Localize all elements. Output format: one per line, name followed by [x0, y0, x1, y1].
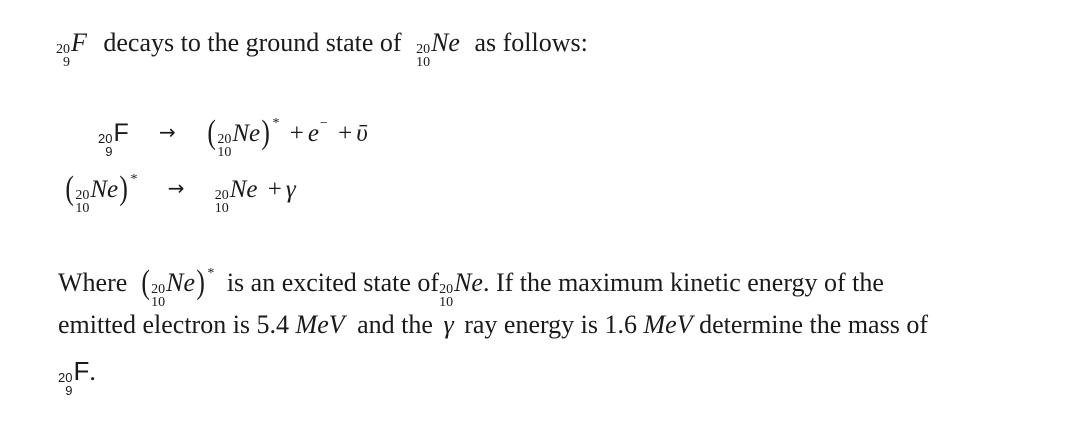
reaction-arrow: →	[167, 176, 185, 200]
paragraph-line-2	[58, 312, 928, 338]
line2-mid: and the	[357, 310, 433, 339]
mass-number: 20	[217, 132, 232, 147]
mass-number: 20	[151, 282, 166, 297]
atomic-number: 9	[65, 383, 73, 398]
open-paren: (	[141, 264, 150, 301]
mass-number: 20	[75, 188, 90, 203]
element-symbol: Ne	[232, 120, 261, 147]
where-word: Where	[58, 268, 128, 297]
electron-charge: −	[319, 116, 328, 131]
unit-mev: MeV	[295, 310, 345, 339]
nuclide-ne20	[214, 176, 258, 216]
mass-number: 20	[214, 188, 229, 203]
nuclide-f20	[56, 28, 87, 70]
paragraph-line-3	[58, 356, 96, 398]
line2-end-b: determine the mass of	[699, 310, 928, 339]
intro-text-end: as follows:	[474, 28, 588, 57]
element-symbol: Ne	[166, 268, 195, 297]
close-paren: )	[261, 114, 271, 151]
nuclide-f20	[58, 356, 90, 398]
element-symbol: F	[73, 356, 90, 386]
nuclide-ne20	[439, 268, 483, 310]
atomic-number: 9	[63, 55, 70, 70]
unit-mev: MeV	[643, 310, 693, 339]
mass-number: 20	[58, 370, 73, 385]
close-paren: )	[196, 264, 205, 301]
element-symbol: Ne	[431, 28, 460, 57]
excited-mark: *	[130, 172, 138, 187]
atomic-number: 10	[217, 145, 232, 160]
electron-symbol: e	[307, 120, 319, 147]
mass-number: 20	[439, 282, 454, 297]
line2-start: emitted electron is 5.4	[58, 310, 290, 339]
reaction-arrow: →	[159, 120, 176, 144]
gamma-symbol: γ	[285, 176, 296, 203]
element-symbol: F	[113, 119, 129, 147]
equation-gamma-emission	[64, 170, 296, 216]
atomic-number: 10	[214, 201, 229, 216]
nuclide-f20	[98, 119, 129, 159]
plus-sign: +	[289, 120, 304, 147]
open-paren: (	[207, 114, 216, 151]
open-paren: (	[65, 170, 74, 207]
line2-end-a: ray energy is 1.6	[464, 310, 638, 339]
atomic-number: 10	[439, 295, 454, 310]
gamma-symbol: γ	[443, 310, 454, 339]
antineutrino-symbol: ῡ	[356, 120, 368, 147]
equation-beta-decay	[98, 114, 368, 160]
plus-sign: +	[267, 176, 282, 203]
atomic-number: 10	[75, 201, 90, 216]
after-ground-text: . If the maximum kinetic energy of the	[482, 268, 884, 297]
element-symbol: F	[71, 28, 87, 57]
nuclide-ne20	[416, 28, 460, 70]
nuclide-ne20-excited	[217, 120, 261, 160]
is-excited-text: is an excited state of	[226, 268, 440, 297]
final-period: .	[89, 357, 96, 386]
close-paren: )	[119, 170, 129, 207]
atomic-number: 10	[416, 55, 431, 70]
nuclide-ne20-excited	[75, 176, 119, 216]
element-symbol: Ne	[229, 176, 258, 203]
mass-number: 20	[56, 42, 70, 57]
excited-mark: *	[207, 266, 215, 281]
mass-number: 20	[98, 131, 113, 146]
plus-sign: +	[338, 120, 353, 147]
atomic-number: 9	[105, 144, 113, 159]
atomic-number: 10	[151, 295, 166, 310]
excited-mark: *	[272, 116, 280, 131]
paragraph-line-1	[58, 264, 884, 310]
element-symbol: Ne	[90, 176, 119, 203]
intro-line	[56, 28, 588, 70]
nuclide-ne20-excited	[151, 268, 195, 310]
element-symbol: Ne	[454, 268, 483, 297]
mass-number: 20	[416, 42, 431, 57]
intro-text-middle: decays to the ground state of	[103, 28, 402, 57]
